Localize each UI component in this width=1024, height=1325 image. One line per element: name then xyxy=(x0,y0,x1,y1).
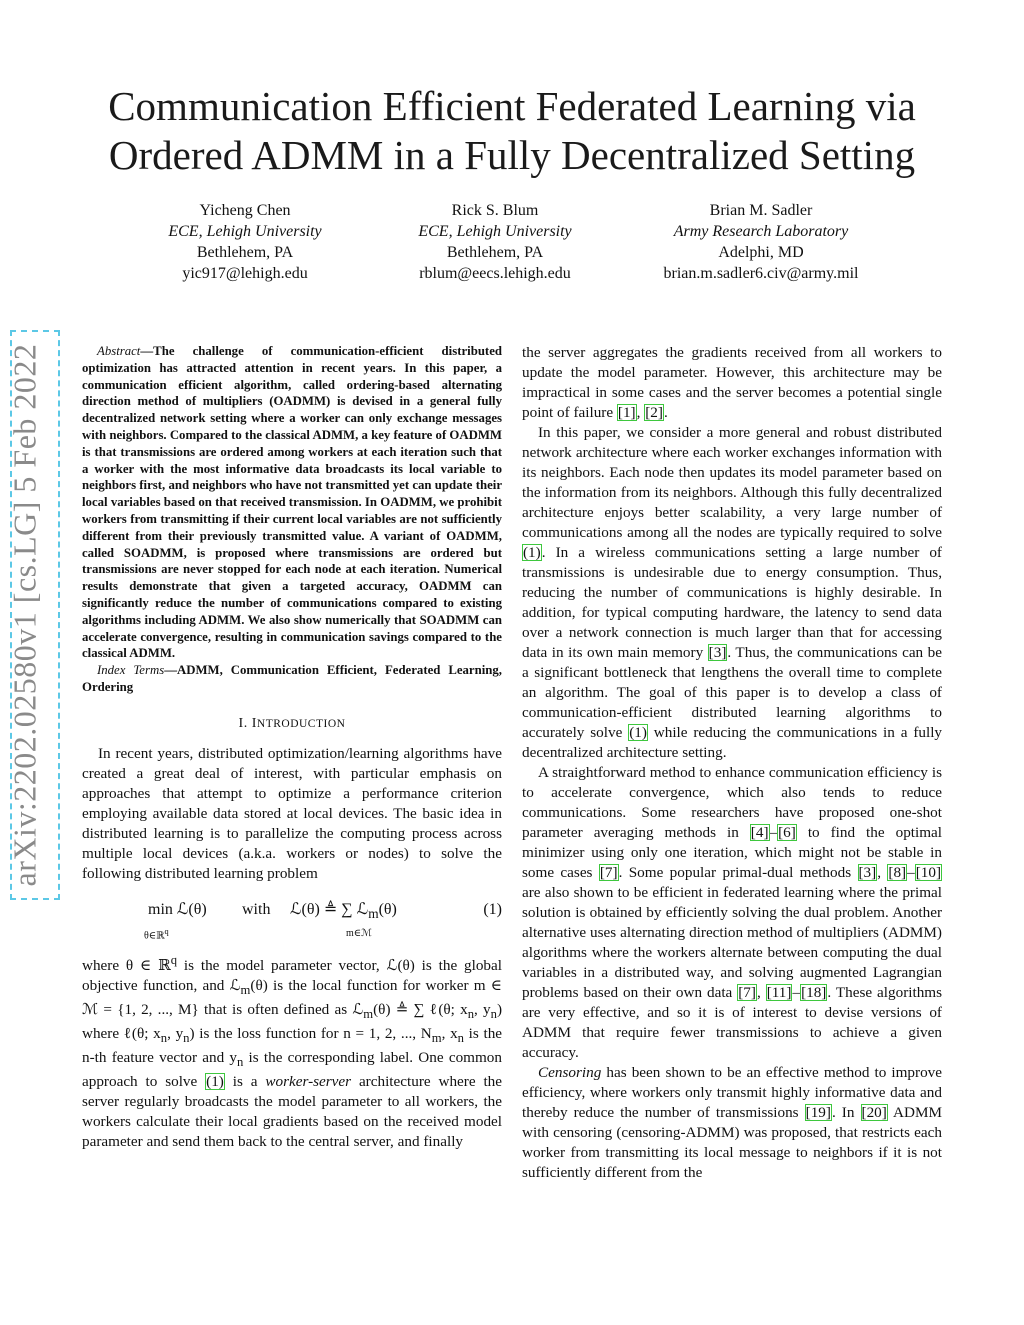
citation-link[interactable]: [8] xyxy=(888,864,907,881)
equation-sum-subscript: m∈ℳ xyxy=(346,927,372,939)
right-paragraph-2: In this paper, we consider a more general and robust distributed network architecture where each worker exchanges information with its neighbors. Each node then updates its model parameter based on the information from its neighbors. Although this fully decentralized architecture enjoys better scalability, a very large number of communications among all the nodes are typically required to solve (1). In a wireless communications setting a large number of transmissions is undesirable due to energy consumption. Thus, reducing the number of communications is highly desirable. In addition, for typical computing hardware, the latency to send data over a network connection is much larger than that for accessing data in its own main memory [3]. Thus, the communications can be a significant bottleneck that lengthens the overall time to complete an algorithm. The goal of this paper is to develop a class of communication-efficient distributed learning algorithms to accurately solve (1) while reducing the communications in a fully decentralized architecture setting. xyxy=(522,424,943,761)
left-column xyxy=(82,343,502,1152)
author-name: Rick S. Blum xyxy=(451,202,539,219)
equation-rhs: ℒ(θ) ≜ ∑ ℒ$_m$(θ) m∈ℳ xyxy=(290,900,397,924)
equation-objective: ℒ(θ) xyxy=(176,900,207,918)
citation-link[interactable]: [10] xyxy=(915,864,942,881)
citation-link[interactable]: [1] xyxy=(617,404,636,421)
section-first-letter: I xyxy=(251,715,257,731)
citation-link[interactable]: [7] xyxy=(599,864,618,881)
paper-title xyxy=(60,82,964,180)
author-name: Brian M. Sadler xyxy=(709,202,813,219)
citation-link[interactable]: (1) xyxy=(629,724,647,741)
citation-link[interactable]: [6] xyxy=(778,824,796,841)
citation-link[interactable]: (1) xyxy=(206,1072,224,1090)
intro-paragraph-2: where θ ∈ ℝ$^q$ is the model parameter vector, ℒ(θ) is the global objective function, and ℒ$_m$(θ) is the local function for worker m ∈ ℳ = {1, 2, ..., M} that is often defined as ℒ$_m$(θ) ≜ ∑ ℓ(θ; $x_n$, $y_n$) where ℓ(θ; $x_n$, $y_n$) is the loss function for n = 1, 2, ..., $N_m$, $x_n$ is the n-th feature vector and $y_n$ is the corresponding label. One common approach to solve (1) is a worker-server architecture where the server regularly broadcasts the model parameter to all workers, the workers calculate their local gradients based on the received model parameter and send them back to the central server, and finally xyxy=(82,952,503,1150)
intro-paragraph-1: In recent years, distributed optimization/learning algorithms have created a great deal of interest, with particular emphasis on approaches that attempt to optimize a performance criterion employing available data stored at local devices. The basic idea in distributed learning is to parallelize the computing process across multiple local devices (a.k.a. workers or nodes) to solve the following distributed learning problem xyxy=(82,744,502,882)
abstract-text: —The challenge of communication-efficient distributed optimization has attracted attention in recent years. In this paper, a communication efficient algorithm, called ordering-based alternating direction method of multipliers (OADMM) is devised in a general fully decentralized network setting where a worker can only exchange messages with neighbors. Compared to the classical ADMM, a key feature of OADMM is that transmissions are ordered among workers at each iteration such that a worker with the most informative data broadcasts its local variable to neighbors first, and neighbors who have not transmitted yet can update their local variables based on that received transmission. In OADMM, we prohibit workers from transmitting if their current local variables are not sufficiently different from their previously transmitted value. A variant of OADMM, called SOADMM, is proposed where transmissions are ordered but transmissions are never stopped for each node at each iteration. Numerical results demonstrate that given a targeted accuracy, OADMM can significantly reduce the number of communications compared to existing algorithms including ADMM. We also show numerically that SOADMM can accelerate convergence, resulting in communication savings compared to the classical ADMM. xyxy=(82,344,502,661)
section-number: I. xyxy=(238,715,252,731)
author-name: Yicheng Chen xyxy=(199,202,291,219)
right-paragraph-3: A straightforward method to enhance communication efficiency is to accelerate convergence, which also tends to reduce communications. Some researchers have proposed one-shot parameter averaging methods in [4]–[6] to find the optimal minimizer using only one iteration, which might not be stable in some cases [7]. Some popular primal-dual methods [3], [8]–[10] are also shown to be efficient in federated learning where the primal solution is obtained by efficiently solving the dual problem. Another alternative uses alternating direction method of multipliers (ADMM) algorithms where the workers alternate between computing the dual variables in a distributed way, and solving augmented Lagrangian problems based on their own data [7], [11]–[18]. These algorithms are very effective, and so it is of interest to devise versions of ADMM that require fewer transmissions to achieve a given accuracy. xyxy=(522,764,943,1061)
abstract-lead: Abstract xyxy=(97,344,141,358)
index-terms-lead: Index Terms xyxy=(97,663,165,678)
author-email[interactable]: rblum@eecs.lehigh.edu xyxy=(419,265,571,282)
author-block xyxy=(0,200,1024,300)
author-affiliation: Army Research Laboratory xyxy=(673,223,849,240)
right-paragraph-1: the server aggregates the gradients received from all workers to update the model parameter. However, this architecture may be impractical in some cases and the server becomes a potential single point of failure [1], [2]. xyxy=(522,344,942,421)
equation-lhs xyxy=(144,900,207,942)
citation-link[interactable]: (1) xyxy=(523,544,541,561)
citation-link[interactable]: [19] xyxy=(805,1104,831,1121)
citation-link[interactable]: [3] xyxy=(858,864,877,881)
right-column xyxy=(522,343,942,1183)
index-terms-text: —ADMM, Communication Efficient, Federated Learning, Ordering xyxy=(82,663,503,694)
citation-link[interactable]: [2] xyxy=(645,404,663,421)
citation-link[interactable]: [18] xyxy=(801,984,827,1001)
equation-min-subscript: θ∈ℝ$^q$ xyxy=(144,926,169,942)
abstract xyxy=(82,343,502,696)
right-paragraph-4: Censoring has been shown to be an effective method to improve efficiency, where workers only transmit highly informative data and thereby reduce the number of transmissions [19]. In [20] ADMM with censoring (censoring-ADMM) was proposed, that restricts each worker from transmitting its local message to neighbors if it is not sufficiently different from the xyxy=(522,1064,942,1181)
equation-1 xyxy=(82,892,502,942)
author-2 xyxy=(345,200,645,284)
equation-number: (1) xyxy=(483,900,502,918)
author-location: Bethlehem, PA xyxy=(196,244,294,261)
citation-link[interactable]: [7] xyxy=(738,984,756,1001)
author-location: Bethlehem, PA xyxy=(446,244,544,261)
citation-link[interactable]: [11] xyxy=(766,984,792,1001)
author-3 xyxy=(611,200,911,284)
title-line-2: Ordered ADMM in a Fully Decentralized Setting xyxy=(108,132,916,178)
arxiv-identifier: arXiv:2202.02580v1 [cs.LG] 5 Feb 2022 xyxy=(6,343,43,887)
author-affiliation: ECE, Lehigh University xyxy=(418,223,572,240)
section-heading-introduction xyxy=(82,714,502,734)
equation-min: min xyxy=(148,900,173,918)
equation-with: with xyxy=(242,900,271,918)
citation-link[interactable]: [3] xyxy=(708,644,727,661)
author-email[interactable]: brian.m.sadler6.civ@army.mil xyxy=(663,265,859,282)
author-email[interactable]: yic917@lehigh.edu xyxy=(182,265,308,282)
section-rest: NTRODUCTION xyxy=(256,717,346,730)
title-line-1: Communication Efficient Federated Learning via xyxy=(108,83,916,129)
citation-link[interactable]: [20] xyxy=(861,1104,887,1121)
author-affiliation: ECE, Lehigh University xyxy=(168,223,322,240)
author-location: Adelphi, MD xyxy=(718,244,804,261)
citation-link[interactable]: [4] xyxy=(750,824,769,841)
